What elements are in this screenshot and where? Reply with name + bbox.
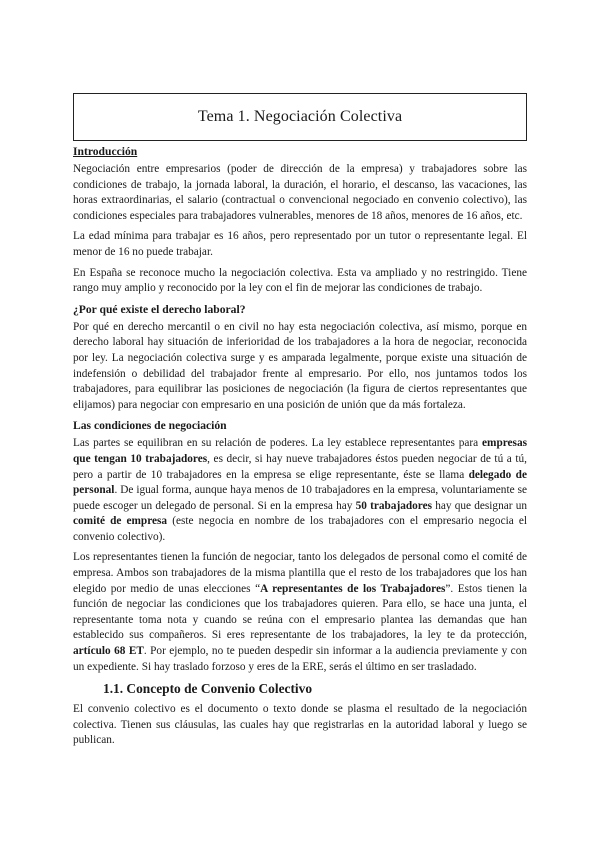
intro-heading: Introducción bbox=[73, 145, 138, 158]
bold-text: artículo 68 ET bbox=[73, 645, 144, 658]
why-heading: ¿Por qué existe el derecho laboral? bbox=[73, 302, 246, 316]
page-title: Tema 1. Negociación Colectiva bbox=[197, 108, 403, 125]
conditions-heading: Las condiciones de negociación bbox=[73, 419, 227, 433]
text-run: hay que designar un bbox=[432, 499, 527, 512]
bold-text: 50 trabajadores bbox=[355, 499, 433, 512]
intro-paragraph-1: Negociación entre empresarios (poder de dirección de la empresa) y trabajadores sobre las condiciones de trabajo, la jornada laboral, la duración, el horario, el descanso, las vacaciones, las horas extraordinarias, el salario (contractual o convencional negociado en convenio colectivo), las condiciones especiales para trabajadores vulnerables, menores de 18 años, menores de 16 años, etc. bbox=[73, 163, 527, 222]
text-run: . De igual forma, aunque haya menos de 10 trabajadores en la empresa, voluntariamente se puede escoger un delegado de personal. Si en la empresa hay bbox=[73, 484, 527, 512]
title-box bbox=[73, 93, 527, 141]
intro-paragraph-3: En España se reconoce mucho la negociación colectiva. Esta va ampliado y no restringido. Tiene rango muy amplio y reconocido por la ley con el fin de mejorar las condiciones de trabajo. bbox=[73, 266, 527, 295]
text-run: Las partes se equilibran en su relación de poderes. La ley establece representantes para bbox=[73, 437, 483, 450]
why-paragraph: Por qué en derecho mercantil o en civil no hay esta negociación colectiva, así mismo, porque en derecho laboral hay situación de inferioridad de los trabajadores a la hora de negociar, reconocida por ley. La negociación colectiva surge y es amparada legalmente, porque existe una situación de indefensión o debilidad del trabajador frente al empresario. Por ello, nos juntamos todos los trabajadores, para equilibrar las posiciones de negociación (la figura de ciertos representantes que elijamos) para negociar con empresario en una posición de unión que da más fortaleza. bbox=[73, 320, 527, 411]
text-run: , es decir, si hay nueve trabajadores éstos pueden negociar de tú a tú, pero a partir de 10 trabajadores en la empresa se elige representante, éste se llama bbox=[73, 452, 527, 481]
conditions-paragraph-1 bbox=[73, 436, 527, 545]
bold-text: A representantes de los Trabajadores bbox=[260, 582, 446, 595]
conditions-paragraph-2 bbox=[73, 550, 527, 675]
convenio-heading: 1.1. Concepto de Convenio Colectivo bbox=[103, 681, 313, 697]
bold-text: delegado de personal bbox=[73, 468, 527, 497]
convenio-paragraph: El convenio colectivo es el documento o texto donde se plasma el resultado de la negociación colectiva. Tienen sus cláusulas, las cuales hay que registrarlas en la autoridad laboral y luego se publican. bbox=[73, 703, 527, 747]
text-run: ”. Estos tienen la función de negociar las condiciones que los trabajadores quieren. Para ello, se hace una junta, el representante toma nota y cuando se reúna con el empresario plantea las demandas que han establecido sus compañeros. Si eres representante de los trabajadores, la ley te da protección, bbox=[73, 582, 528, 642]
bold-text: comité de empresa bbox=[73, 515, 168, 528]
bold-text: empresas que tengan 10 trabajadores bbox=[73, 437, 527, 465]
intro-paragraph-2: La edad mínima para trabajar es 16 años, pero representado por un tutor o representante legal. El menor de 16 no puede trabajar. bbox=[73, 230, 527, 258]
text-run: (este negocia en nombre de los trabajadores con el empresario negocia el convenio colectivo). bbox=[73, 515, 527, 543]
text-run: . Por ejemplo, no te pueden despedir sin informar a la audiencia previamente y con un expediente. Si hay traslado forzoso y eres de la ERE, serás el último en ser trasladado. bbox=[73, 645, 527, 673]
text-run: Los representantes tienen la función de negociar, tanto los delegados de personal como el comité de empresa. Ambos son trabajadores de la misma plantilla que el resto de los trabajadores que los han elegido por medio de unas elecciones “ bbox=[73, 551, 527, 595]
document-page bbox=[73, 93, 527, 754]
